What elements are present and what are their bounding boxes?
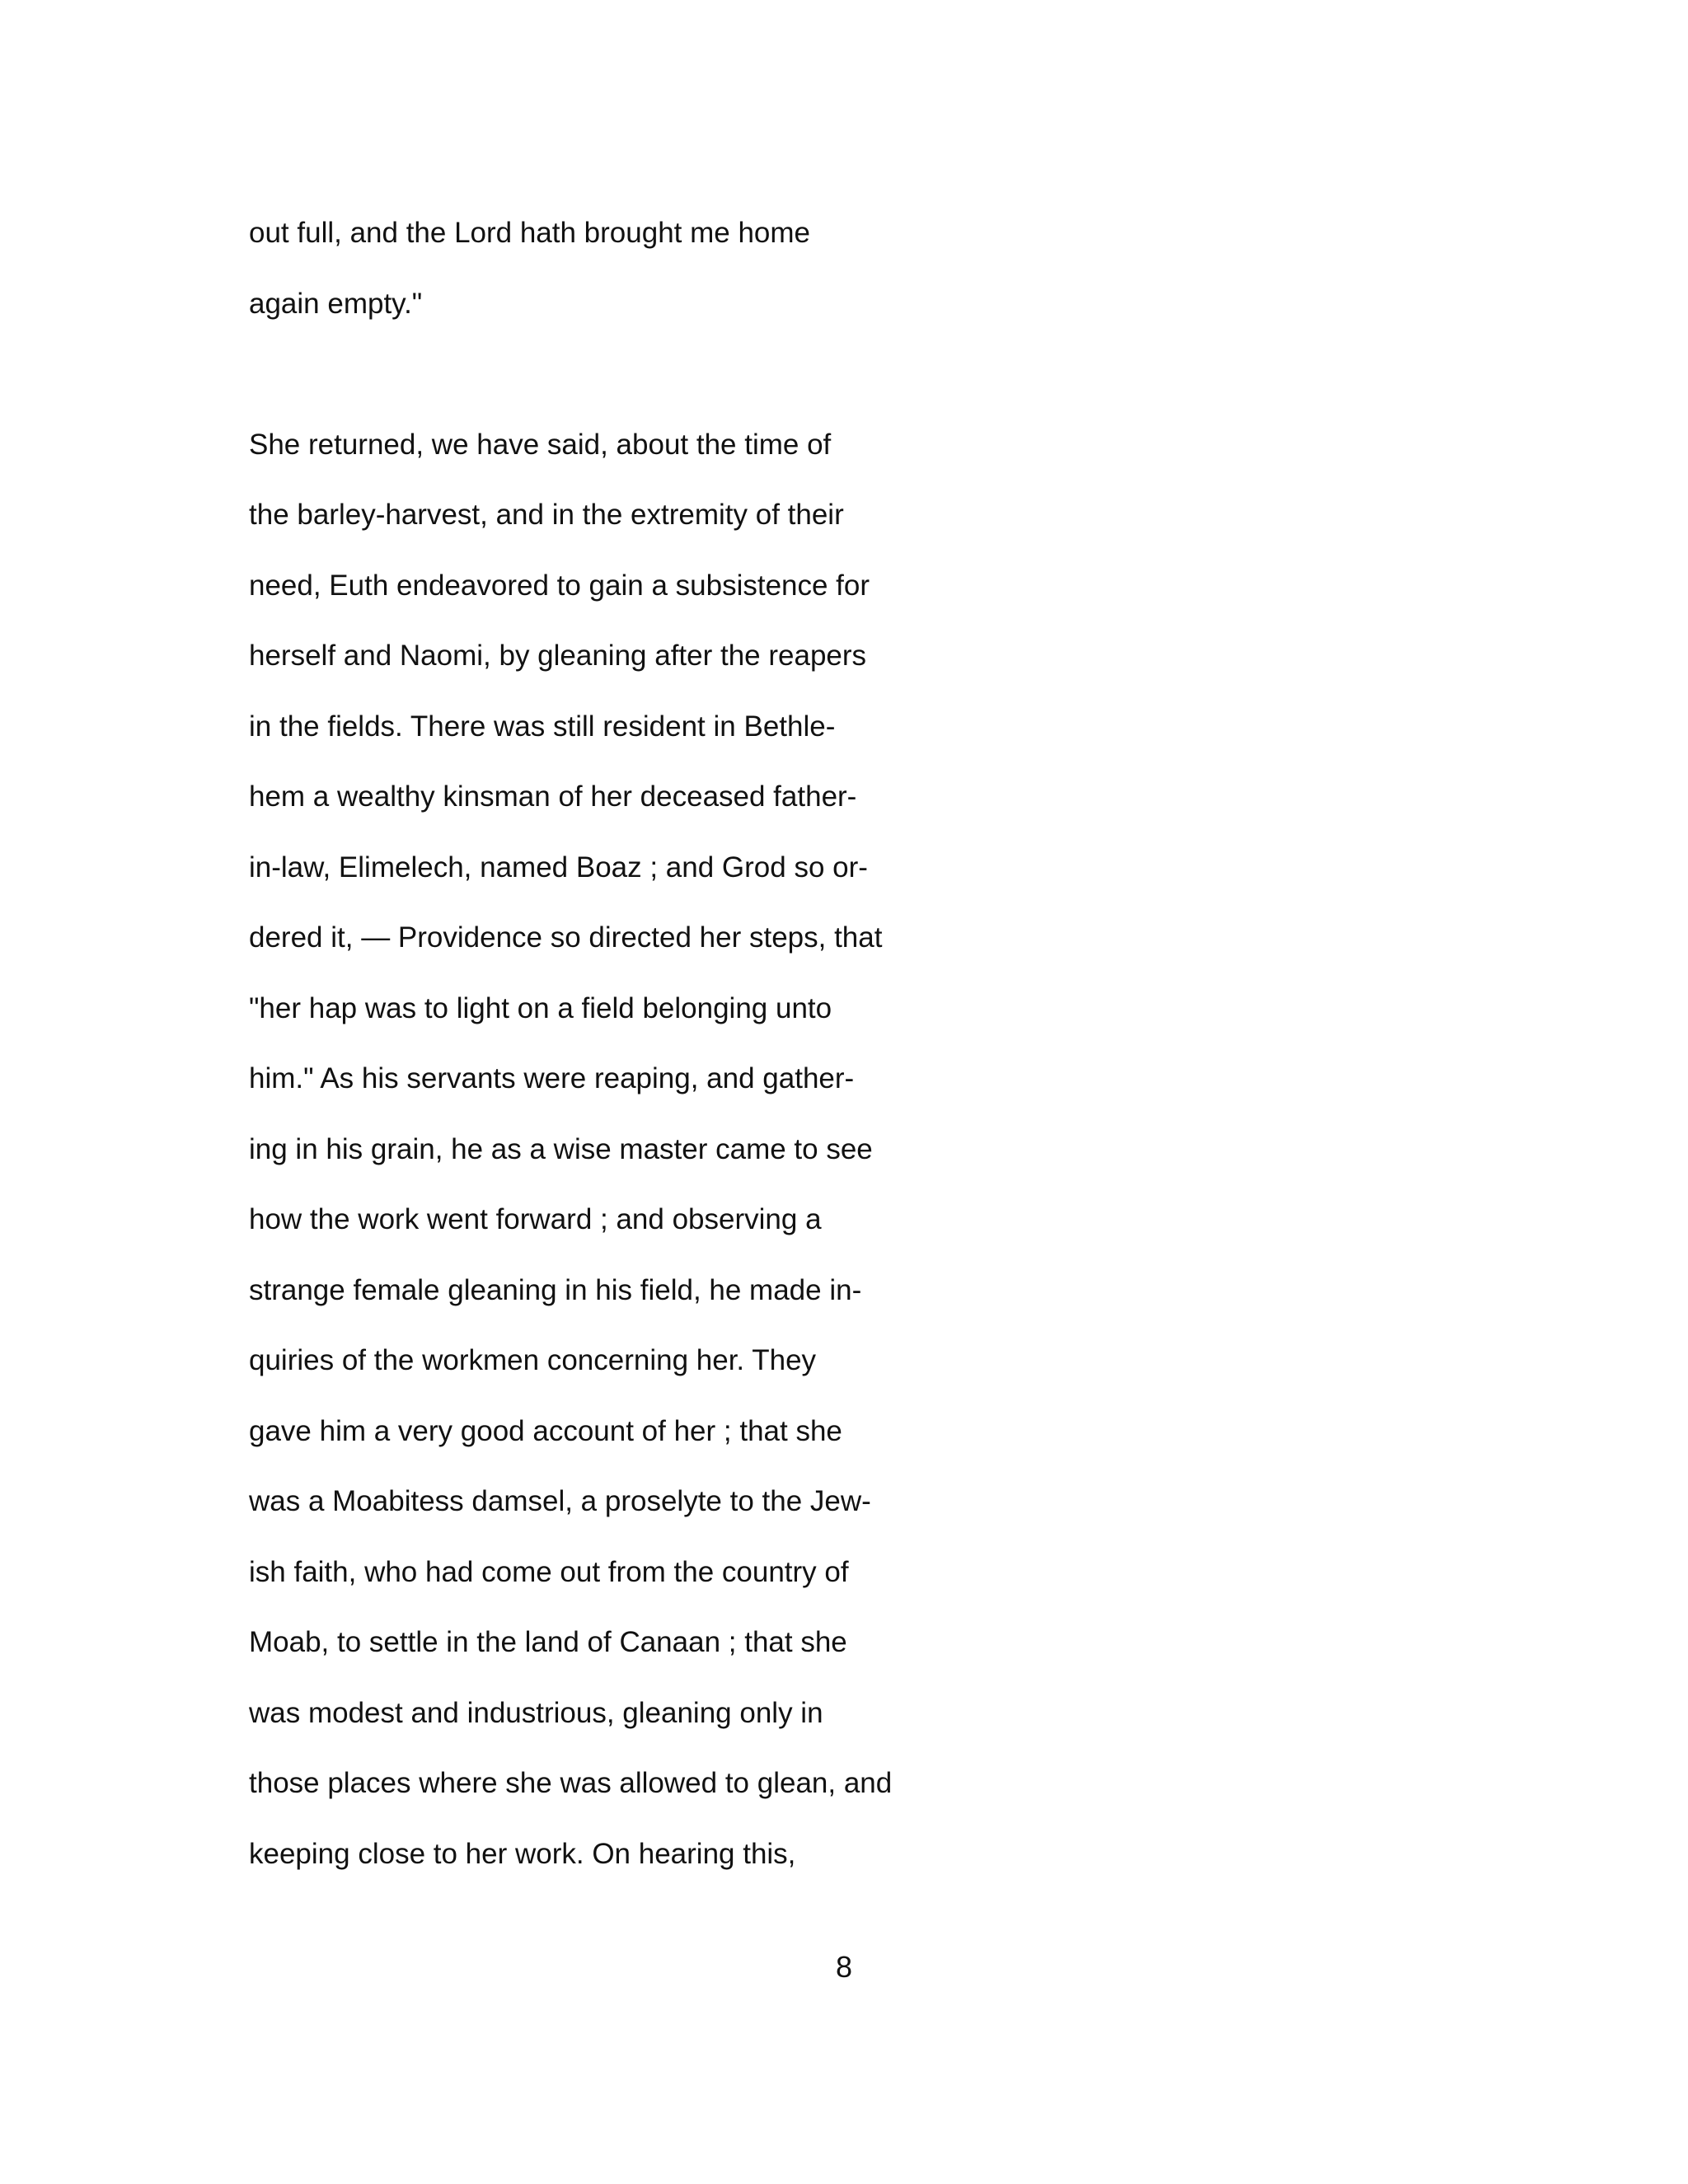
- body-text: [249, 198, 1238, 1889]
- paragraph-2: [249, 410, 1238, 1890]
- text-line: dered it, — Providence so directed her steps, that: [249, 921, 883, 954]
- text-line: in-law, Elimelech, named Boaz ; and Grod so or-: [249, 851, 868, 883]
- text-line: keeping close to her work. On hearing this,: [249, 1837, 796, 1870]
- text-line: out full, and the Lord hath brought me home: [249, 217, 811, 249]
- text-line: again empty.": [249, 287, 423, 320]
- paragraph-gap: [249, 339, 1238, 410]
- text-line: gave him a very good account of her ; that she: [249, 1414, 842, 1447]
- text-line: him." As his servants were reaping, and gather-: [249, 1062, 855, 1094]
- text-line: ish faith, who had come out from the country of: [249, 1555, 849, 1588]
- text-line: need, Euth endeavored to gain a subsistence for: [249, 569, 870, 602]
- text-line: in the fields. There was still resident in Bethle-: [249, 710, 836, 743]
- text-line: herself and Naomi, by gleaning after the reapers: [249, 640, 867, 672]
- text-line: She returned, we have said, about the time of: [249, 428, 832, 461]
- text-line: those places where she was allowed to glean, and: [249, 1767, 893, 1799]
- text-line: "her hap was to light on a field belonging unto: [249, 991, 832, 1024]
- page-number: 8: [835, 1950, 853, 1984]
- text-line: Moab, to settle in the land of Canaan ; that she: [249, 1626, 847, 1658]
- text-line: was a Moabitess damsel, a proselyte to the Jew-: [249, 1485, 871, 1517]
- text-line: was modest and industrious, gleaning only in: [249, 1696, 823, 1729]
- text-line: the barley-harvest, and in the extremity of their: [249, 499, 844, 531]
- text-line: quiries of the workmen concerning her. They: [249, 1344, 817, 1376]
- text-line: how the work went forward ; and observing a: [249, 1203, 822, 1235]
- paragraph-1: [249, 198, 1238, 339]
- text-line: hem a wealthy kinsman of her deceased father-: [249, 780, 857, 813]
- text-line: strange female gleaning in his field, he made in-: [249, 1273, 862, 1306]
- text-line: ing in his grain, he as a wise master came to see: [249, 1132, 873, 1165]
